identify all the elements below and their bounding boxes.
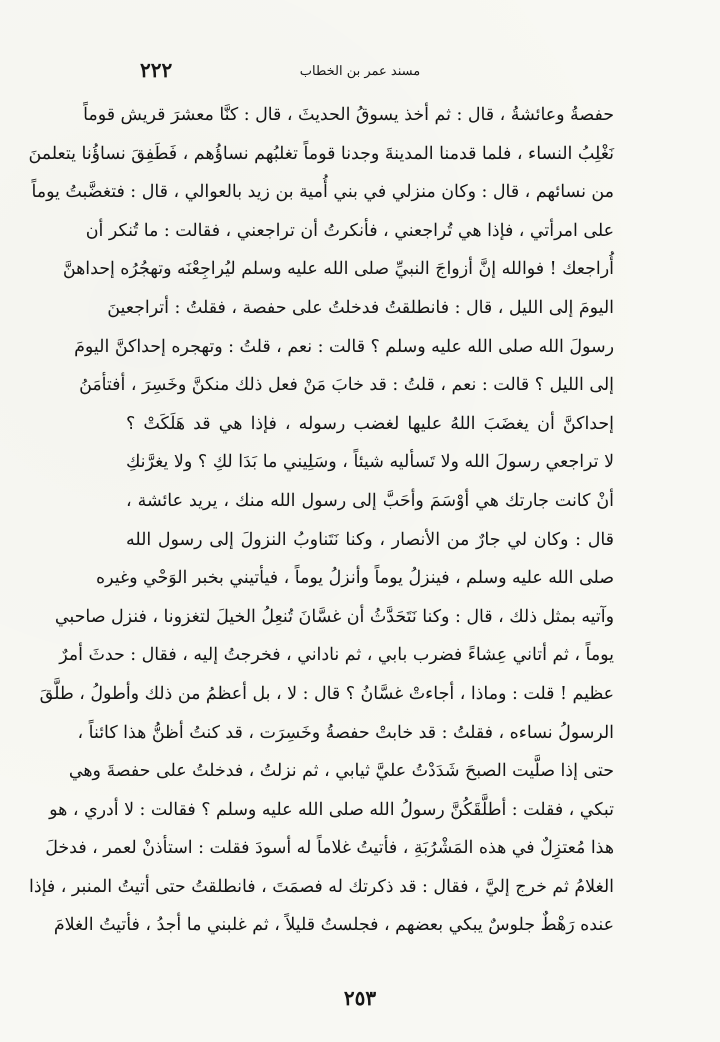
- text-line: عظيم ! قلت : وماذا ، أجاءتْ غسَّانُ ؟ قال : لا ، بل أعظمُ من ذلك وأطولُ ، طلَّقَ: [39, 683, 614, 704]
- text-line: أُراجعك ! فوالله إنَّ أزواجَ النبيِّ صلى الله عليه وسلم ليُراجِعْنَه وتهجُرُه إحداهنَّ: [62, 259, 614, 280]
- text-line: على امرأتي ، فإذا هي تُراجعني ، فأنكرتُ أن تراجعني ، فقالت : ما تُنكر أن: [85, 220, 614, 241]
- page-number-top: ٢٢٢: [140, 58, 173, 82]
- text-line: صلى الله عليه وسلم ، فينزلُ يوماً وأنزلُ يوماً ، فيأتيني بخبر الوَحْي وغيره: [96, 568, 614, 589]
- page-number-bottom: ٢٥٣: [343, 986, 377, 1010]
- text-line: لا تراجعي رسولَ الله ولا تَسأليه شيئاً ، وسَلِيني ما بَدَا لكِ ؟ ولا يغرَّنكِ: [126, 452, 614, 473]
- text-line: حتى إذا صلَّيت الصبحَ شَدَدْتُ عليَّ ثيابي ، ثم نزلتُ ، فدخلتُ على حفصةَ وهي: [68, 761, 614, 782]
- text-line: من نسائهم ، قال : وكان منزلي في بني أُمية بن زيد بالعوالي ، قال : فتغضَّبتُ يوماً: [31, 182, 614, 203]
- text-line: عنده رَهْطٌ جلوسٌ يبكي بعضهم ، فجلستُ قليلاً ، ثم غلبني ما أجدُ ، فأتيتُ الغلامَ: [53, 915, 614, 936]
- text-line: أنْ كانت جارتك هي أوْسَمَ وأحَبَّ إلى رسول الله منك ، يريد عائشة ،: [126, 490, 614, 511]
- text-line: وآتيه بمثل ذلك ، قال : وكنا نَتَحَدَّثُ أن غسَّانَ تُنعِلُ الخيلَ لتغزونا ، فنزل صاحبي: [54, 606, 614, 627]
- body-text: [28, 96, 614, 945]
- page-header: [140, 56, 580, 86]
- text-line: رسولَ الله صلى الله عليه وسلم ؟ قالت : نعم ، قلتُ : وتهجره إحداكنَّ اليومَ: [74, 336, 614, 357]
- text-line: هذا مُعتزِلٌ في هذه المَشْرُبَةِ ، فأتيتُ غلاماً له أسودَ فقلت : استأذنْ لعمر ، فدخلَ: [45, 838, 614, 859]
- text-line: إلى الليل ؟ قالت : نعم ، قلتُ : قد خابَ مَنْ فعل ذلك منكنَّ وخَسِرَ ، أفتأمَنُ: [79, 375, 614, 396]
- running-title: مسند عمر بن الخطاب: [299, 64, 421, 79]
- text-line: حفصةُ وعائشةُ ، قال : ثم أخذ يسوقُ الحديثَ ، قال : كنَّا معشرَ قريش قوماً: [83, 105, 614, 125]
- page-footer: [0, 986, 720, 1010]
- text-line: تبكي ، فقلت : أطلَّقَكُنَّ رسولُ الله صلى الله عليه وسلم ؟ فقالت : لا أدري ، هو: [49, 799, 614, 820]
- text-line: اليومَ إلى الليل ، قال : فانطلقتُ فدخلتُ على حفصة ، فقلتُ : أتراجعينَ: [107, 297, 614, 318]
- text-line: الغلامُ ثم خرج إليَّ ، فقال : قد ذكرتك له فصمَتَ ، فانطلقتُ حتى أتيتُ المنبر ، فإذا: [29, 876, 614, 897]
- text-line: نَغْلِبُ النساء ، فلما قدمنا المدينةَ وجدنا قوماً تغلبُهم نساؤُهم ، فَطَفِقَ نساؤُنا يتعلمنَ: [28, 143, 614, 164]
- text-line: إحداكنَّ أن يغضَبَ اللهُ عليها لغضب رسوله ، فإذا هي قد هَلَكَتْ ؟: [126, 413, 614, 434]
- text-line: الرسولُ نساءه ، فقلتُ : قد خابتْ حفصةُ وخَسِرَت ، قد كنتُ أظنُّ هذا كائناً ،: [77, 722, 614, 743]
- text-line: قال : وكان لي جارٌ من الأنصار ، وكنا نَتَناوبُ النزولَ إلى رسول الله: [126, 529, 614, 550]
- text-line: يوماً ، ثم أتاني عِشاءً فضرب بابي ، ثم ناداني ، فخرجتُ إليه ، فقال : حدثَ أمرٌ: [59, 645, 614, 666]
